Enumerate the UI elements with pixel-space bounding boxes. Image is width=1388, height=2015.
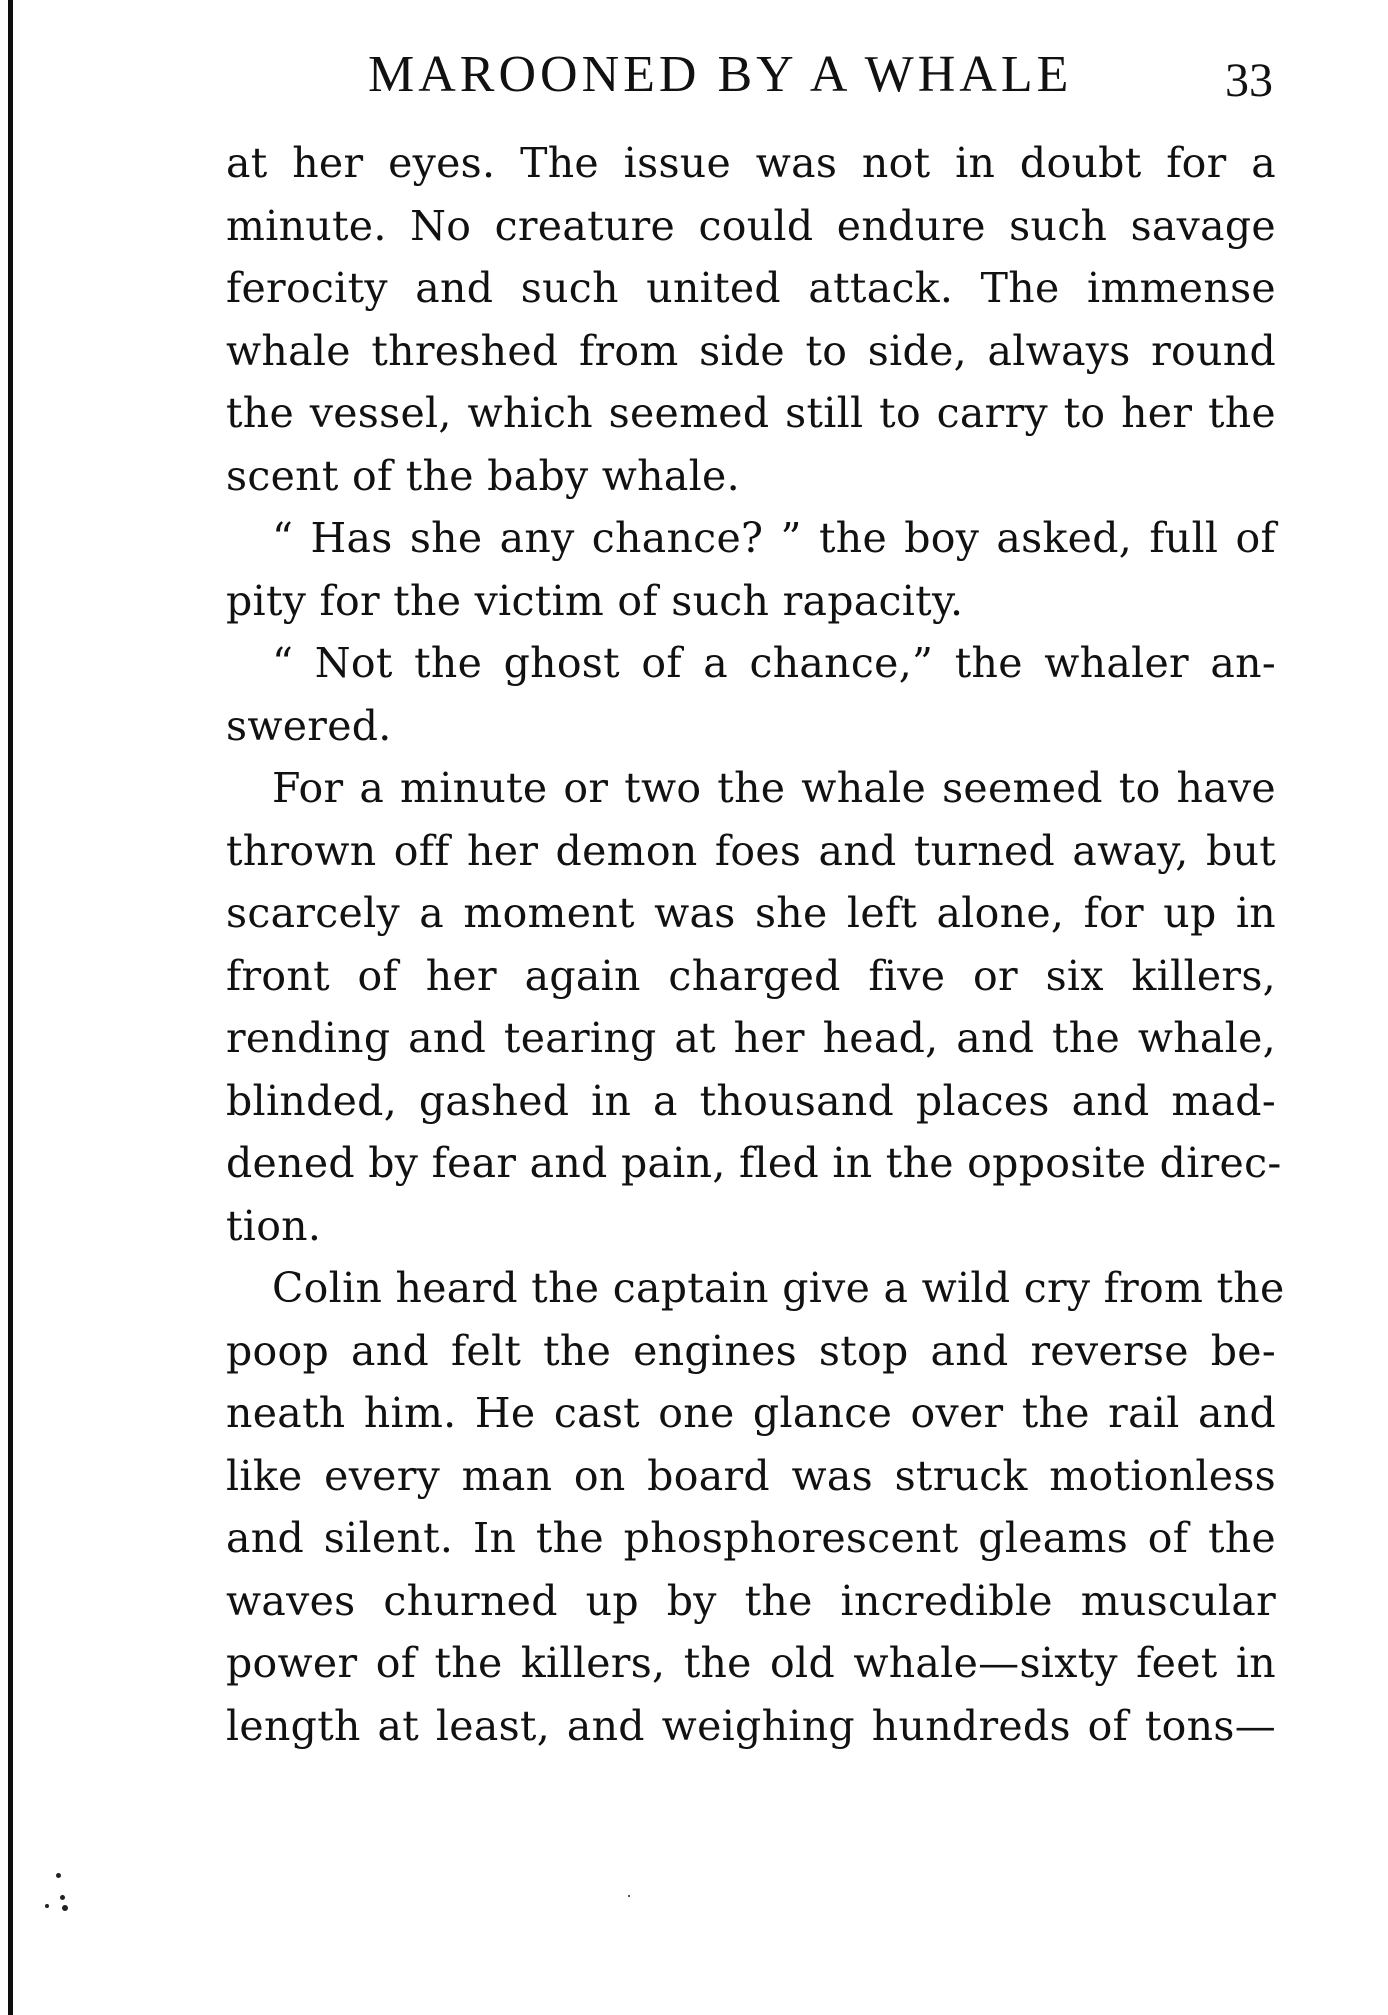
text-line: Colin heard the captain give a wild cry from the xyxy=(272,1264,1285,1312)
text-line: waves churned up by the incredible muscular xyxy=(226,1576,1276,1625)
text-line: thrown off her demon foes and turned away, but xyxy=(226,826,1276,875)
running-head xyxy=(228,40,1273,110)
text-line: length at least, and weighing hundreds of tons— xyxy=(226,1701,1276,1750)
text-line: scarcely a moment was she left alone, for up in xyxy=(226,889,1276,937)
scan-speck xyxy=(628,1895,630,1897)
text-line: ferocity and such united attack. The immense xyxy=(226,264,1276,312)
text-line: neath him. He cast one glance over the rail and xyxy=(226,1389,1276,1437)
text-line: power of the killers, the old whale—sixty feet in xyxy=(226,1639,1276,1687)
text-line: dened by fear and pain, fled in the opposite direc- xyxy=(226,1139,1282,1187)
text-line: minute. No creature could endure such savage xyxy=(226,201,1276,250)
page-number: 33 xyxy=(1225,54,1273,107)
scan-speck xyxy=(62,1905,68,1911)
text-line: rending and tearing at her head, and the whale, xyxy=(226,1014,1276,1062)
running-title: MAROONED BY A WHALE xyxy=(368,46,1073,103)
text-line: like every man on board was struck motionless xyxy=(226,1451,1276,1500)
text-line: tion. xyxy=(226,1201,322,1250)
text-line: front of her again charged five or six killers, xyxy=(226,951,1276,1000)
text-line: scent of the baby whale. xyxy=(226,451,740,500)
text-line: at her eyes. The issue was not in doubt for a xyxy=(226,139,1276,187)
body-text xyxy=(226,132,1285,1757)
text-line: blinded, gashed in a thousand places and mad- xyxy=(226,1076,1276,1125)
scan-speck xyxy=(45,1904,49,1908)
text-line: swered. xyxy=(226,701,392,750)
text-line: “ Not the ghost of a chance,” the whaler an- xyxy=(272,639,1276,687)
text-line: pity for the victim of such rapacity. xyxy=(226,576,964,625)
scan-speck xyxy=(56,1873,61,1878)
scan-speck xyxy=(60,1895,65,1900)
text-line: poop and felt the engines stop and reverse be- xyxy=(226,1326,1276,1375)
text-line: For a minute or two the whale seemed to have xyxy=(272,764,1276,812)
text-line: “ Has she any chance? ” the boy asked, full of xyxy=(272,514,1276,562)
binding-edge xyxy=(8,0,13,2015)
text-line: and silent. In the phosphorescent gleams of the xyxy=(226,1514,1276,1562)
text-line: whale threshed from side to side, always round xyxy=(226,326,1276,375)
text-line: the vessel, which seemed still to carry to her the xyxy=(226,389,1276,437)
